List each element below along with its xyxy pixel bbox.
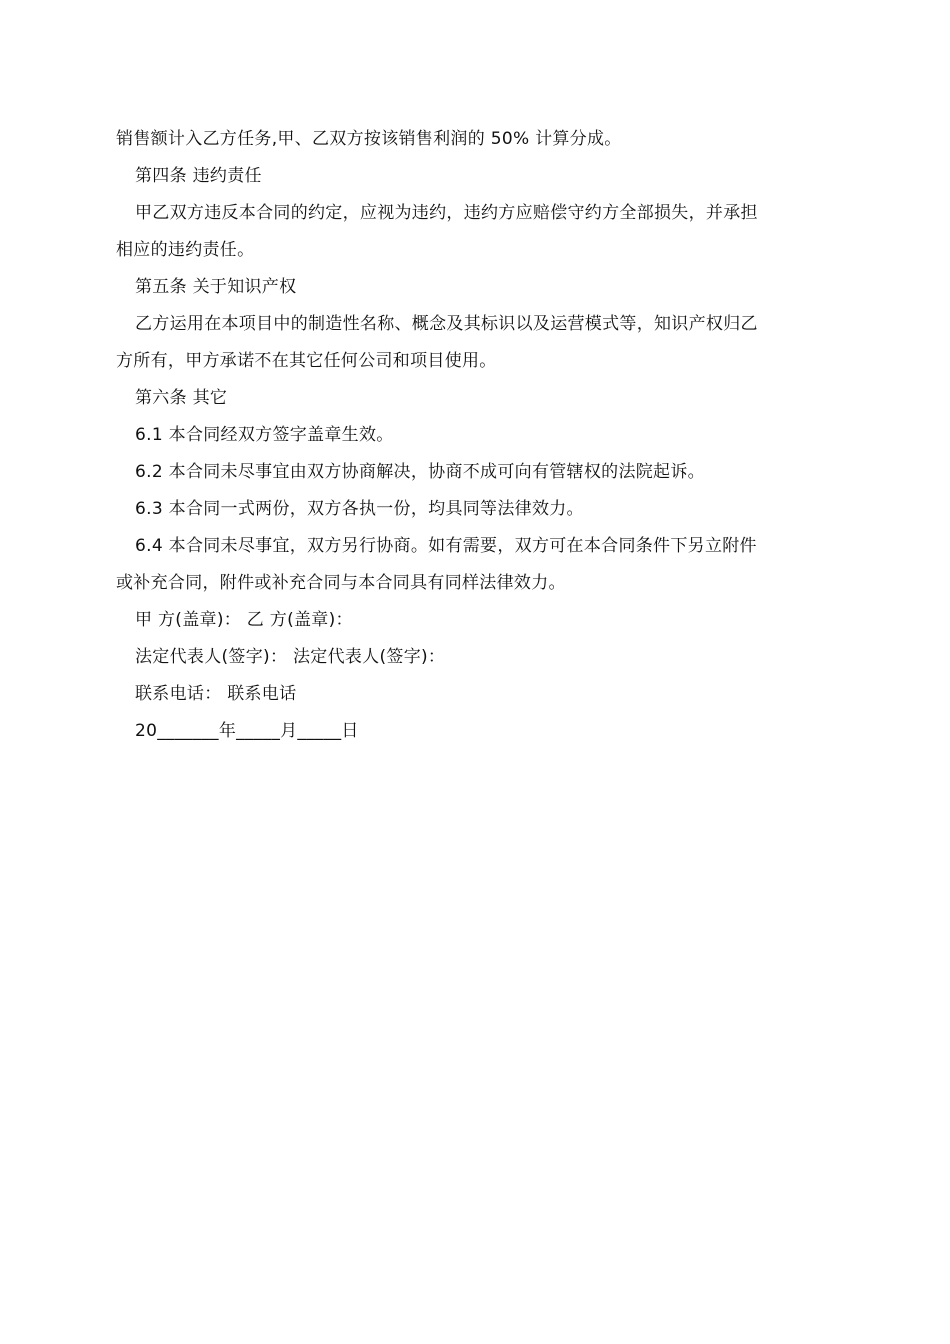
clause-6-2: 6.2 本合同未尽事宜由双方协商解决，协商不成可向有管辖权的法院起诉。 xyxy=(135,462,705,482)
article-4-body-line-2: 相应的违约责任。 xyxy=(116,240,255,260)
article-5-heading: 第五条 关于知识产权 xyxy=(135,277,297,297)
signature-date-line: 20_______年_____月_____日 xyxy=(135,721,359,741)
signature-phone-line: 联系电话： 联系电话 xyxy=(135,684,297,704)
document-body xyxy=(116,121,836,750)
clause-6-4-line-2: 或补充合同，附件或补充合同与本合同具有同样法律效力。 xyxy=(116,573,566,593)
article-4-heading: 第四条 违约责任 xyxy=(135,166,262,186)
signature-seal-line: 甲 方(盖章)： 乙 方(盖章)： xyxy=(135,610,353,630)
signature-representative-line: 法定代表人(签字)： 法定代表人(签字)： xyxy=(135,647,446,667)
article-5-body-line-1: 乙方运用在本项目中的制造性名称、概念及其标识以及运营模式等，知识产权归乙 xyxy=(135,314,758,334)
article-4-body-line-1: 甲乙双方违反本合同的约定，应视为违约，违约方应赔偿守约方全部损失，并承担 xyxy=(135,203,758,223)
article-5-body-line-2: 方所有，甲方承诺不在其它任何公司和项目使用。 xyxy=(116,351,497,371)
article-6-heading: 第六条 其它 xyxy=(135,388,228,408)
clause-6-3: 6.3 本合同一式两份，双方各执一份，均具同等法律效力。 xyxy=(135,499,584,519)
clause-6-4-line-1: 6.4 本合同未尽事宜，双方另行协商。如有需要，双方可在本合同条件下另立附件 xyxy=(135,536,757,556)
paragraph-revenue-share: 销售额计入乙方任务,甲、乙双方按该销售利润的 50% 计算分成。 xyxy=(116,129,622,149)
clause-6-1: 6.1 本合同经双方签字盖章生效。 xyxy=(135,425,394,445)
